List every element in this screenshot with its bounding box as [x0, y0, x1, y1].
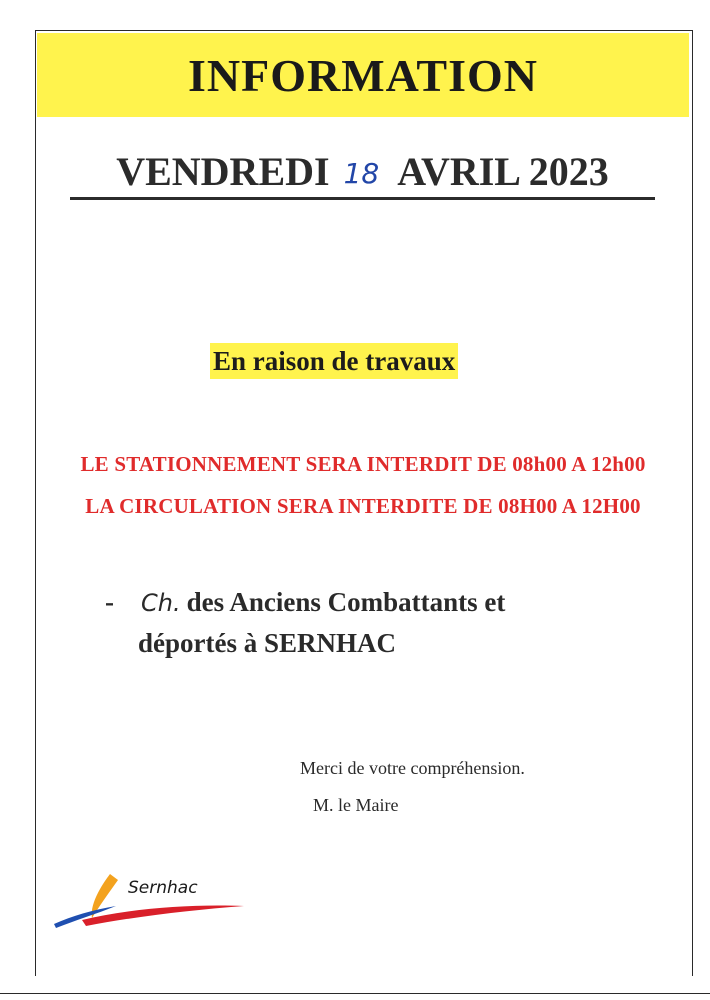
signature-text: M. le Maire — [313, 795, 399, 815]
date-day-handwritten: 18 — [343, 156, 380, 190]
location-line-2: déportés à SERNHAC — [138, 628, 397, 658]
logo-wordmark: Sernhac — [128, 878, 198, 898]
location-block — [105, 582, 625, 663]
reason-banner: En raison de travaux — [210, 343, 458, 379]
location-line-1 — [105, 582, 625, 623]
header-title: INFORMATION — [187, 49, 539, 101]
date-month-year: AVRIL 2023 — [397, 148, 609, 194]
thanks-text: Merci de votre compréhension. — [300, 758, 525, 778]
date-line — [70, 145, 655, 200]
bullet-dash: - — [105, 587, 114, 617]
street-name-line1: des Anciens Combattants et — [186, 587, 506, 617]
date-weekday: VENDREDI — [116, 148, 330, 194]
page-bottom-rule — [0, 993, 710, 994]
traffic-notice: LA CIRCULATION SERA INTERDITE DE 08H00 A 12H00 — [85, 494, 641, 518]
header-band — [37, 33, 689, 117]
street-abbr-handwritten: Ch. — [141, 589, 181, 617]
parking-notice: LE STATIONNEMENT SERA INTERDIT DE 08h00 A 12h00 — [80, 452, 646, 476]
